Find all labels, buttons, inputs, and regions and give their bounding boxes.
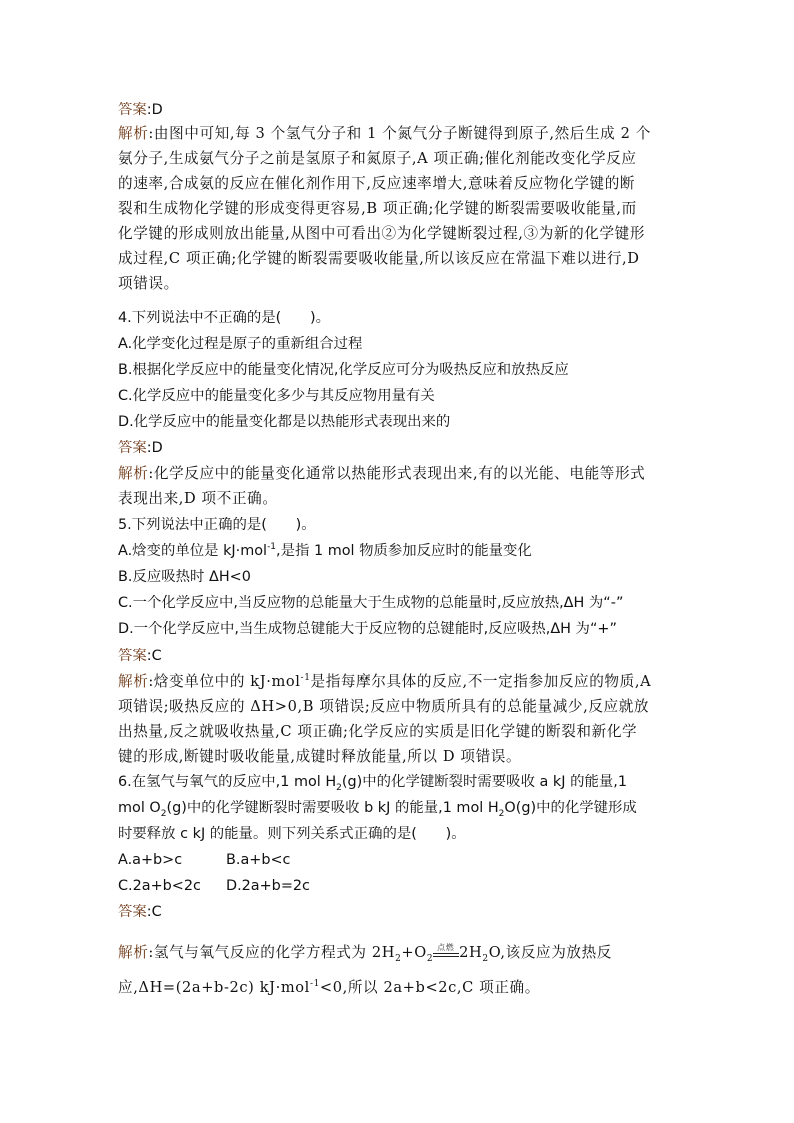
subscript: 2 — [336, 782, 342, 793]
superscript: -1 — [309, 979, 320, 990]
analysis-text-cont: 是指每摩尔具体的反应,不一定指参加反应的物质,A — [310, 673, 652, 690]
question-4-option-c: C.化学反应中的能量变化多少与其反应物用量有关 — [118, 388, 435, 404]
stem-text-cont: O(g)中的化学键形成 — [504, 800, 637, 816]
question-4-option-d: D.化学反应中的能量变化都是以热能形式表现出来的 — [118, 414, 451, 430]
stem-text: mol O — [118, 800, 161, 816]
answer-value: :D — [146, 102, 163, 118]
question-5-option-b: B.反应吸热时 ΔH<0 — [118, 569, 251, 585]
analysis-line — [118, 124, 651, 144]
reaction-arrow — [433, 943, 459, 960]
stem-text-cont: (g)中的化学键断裂时需要吸收 b kJ 的能量,1 mol H — [166, 800, 499, 816]
analysis-text-line: 的速率,合成氨的反应在催化剂作用下,反应速率增大,意味着反应物化学键的断 — [118, 175, 636, 192]
question-4-analysis — [118, 464, 645, 484]
subscript: 2 — [498, 808, 505, 819]
question-6-stem-line-2 — [118, 798, 637, 818]
superscript: -1 — [300, 673, 311, 684]
analysis-text: :焓变单位中的 kJ·mol — [148, 673, 301, 690]
analysis-text-cont: +O — [401, 944, 427, 961]
question-6-analysis-line-1 — [118, 943, 612, 963]
stem-text-cont: (g)中的化学键断裂时需要吸收 a kJ 的能量,1 — [341, 774, 627, 790]
option-a-text-cont: ,是指 1 mol 物质参加反应时的能量变化 — [276, 543, 532, 559]
analysis-label: 解析 — [118, 125, 149, 142]
option-c: C.2a+b<2c — [118, 878, 201, 894]
answer-label: 答案 — [118, 648, 147, 664]
question-5-stem: 5.下列说法中正确的是( )。 — [118, 517, 316, 533]
subscript: 2 — [160, 808, 167, 819]
answer-label: 答案 — [118, 440, 147, 456]
analysis-text-line: 氨分子,生成氨气分子之前是氢原子和氮原子,A 项正确;催化剂能改变化学反应 — [118, 150, 637, 167]
question-6-options-row-2 — [118, 876, 310, 896]
analysis-text: 应,ΔH=(2a+b-2c) kJ·mol — [118, 979, 310, 996]
analysis-label: 解析 — [118, 465, 149, 482]
question-4-option-a: A.化学变化过程是原子的重新组合过程 — [118, 336, 363, 352]
analysis-text-cont: 2H — [459, 944, 483, 961]
reaction-condition: 点燃 — [437, 943, 455, 952]
analysis-text-line: 项错误。 — [118, 275, 179, 292]
question-6-analysis-line-2 — [118, 978, 540, 998]
question-5-analysis — [118, 672, 651, 692]
question-5-option-c: C.一个化学反应中,当反应物的总能量大于生成物的总能量时,反应放热,ΔH 为“-” — [118, 595, 624, 611]
question-5-option-a — [118, 541, 532, 561]
question-5-option-d: D.一个化学反应中,当生成物总键能大于反应物的总键能时,反应吸热,ΔH 为“+” — [118, 621, 617, 637]
analysis-text-line: 成过程,C 项正确;化学键的断裂需要吸收能量,所以该反应在常温下难以进行,D — [118, 250, 640, 267]
analysis-text-line: 项错误;吸热反应的 ΔH>0,B 项错误;反应中物质所具有的总能量减少,反应就放 — [118, 698, 650, 715]
analysis-text: :氢气与氧气反应的化学方程式为 2H — [148, 944, 396, 961]
stem-text: 6.在氢气与氧气的反应中,1 mol H — [118, 774, 337, 790]
question-6-stem-line-1 — [118, 772, 627, 792]
question-4-stem: 4.下列说法中不正确的是( )。 — [118, 310, 331, 326]
analysis-label: 解析 — [118, 673, 149, 690]
question-5-answer — [118, 646, 162, 666]
analysis-text-line: 裂和生成物化学键的形成变得更容易,B 项正确;化学键的断裂需要吸收能量,而 — [118, 200, 637, 217]
analysis-text-line: 表现出来,D 项不正确。 — [118, 490, 278, 507]
answer-value: :D — [146, 440, 163, 456]
analysis-text-line: 键的形成,断键时吸收能量,成键时释放能量,所以 D 项错误。 — [118, 748, 522, 765]
answer-label: 答案 — [118, 102, 147, 118]
analysis-label: 解析 — [118, 944, 149, 961]
answer-value: :C — [146, 648, 162, 664]
answer-line-3 — [118, 100, 163, 120]
option-a-text: A.焓变的单位是 kJ·mol — [118, 543, 268, 559]
analysis-text-cont: O,该反应为放热反 — [488, 944, 612, 961]
superscript: -1 — [267, 542, 277, 553]
option-b: B.a+b<c — [226, 852, 291, 868]
answer-value: :C — [146, 904, 162, 920]
option-d: D.2a+b=2c — [226, 878, 310, 894]
analysis-text-line: 出热量,反之就吸收热量,C 项正确;化学反应的实质是旧化学键的断裂和新化学 — [118, 723, 638, 740]
subscript: 2 — [395, 953, 402, 964]
subscript: 2 — [426, 953, 434, 964]
question-4-answer — [118, 438, 163, 458]
subscript: 2 — [482, 953, 489, 964]
analysis-text-line: 化学键的形成则放出能量,从图中可看出②为化学键断裂过程,③为新的化学键形 — [118, 225, 646, 242]
question-4-option-b: B.根据化学反应中的能量变化情况,化学反应可分为吸热反应和放热反应 — [118, 362, 569, 378]
analysis-text: :化学反应中的能量变化通常以热能形式表现出来,有的以光能、电能等形式 — [148, 465, 646, 482]
analysis-text-cont: <0,所以 2a+b<2c,C 项正确。 — [319, 979, 540, 996]
question-6-stem-line-3: 时要释放 c kJ 的能量。则下列关系式正确的是( )。 — [118, 826, 466, 842]
option-a: A.a+b>c — [118, 852, 183, 868]
analysis-text: :由图中可知,每 3 个氢气分子和 1 个氮气分子断键得到原子,然后生成 2 个 — [148, 125, 651, 142]
answer-label: 答案 — [118, 904, 147, 920]
question-6-options-row-1 — [118, 850, 290, 870]
question-6-answer — [118, 902, 162, 922]
